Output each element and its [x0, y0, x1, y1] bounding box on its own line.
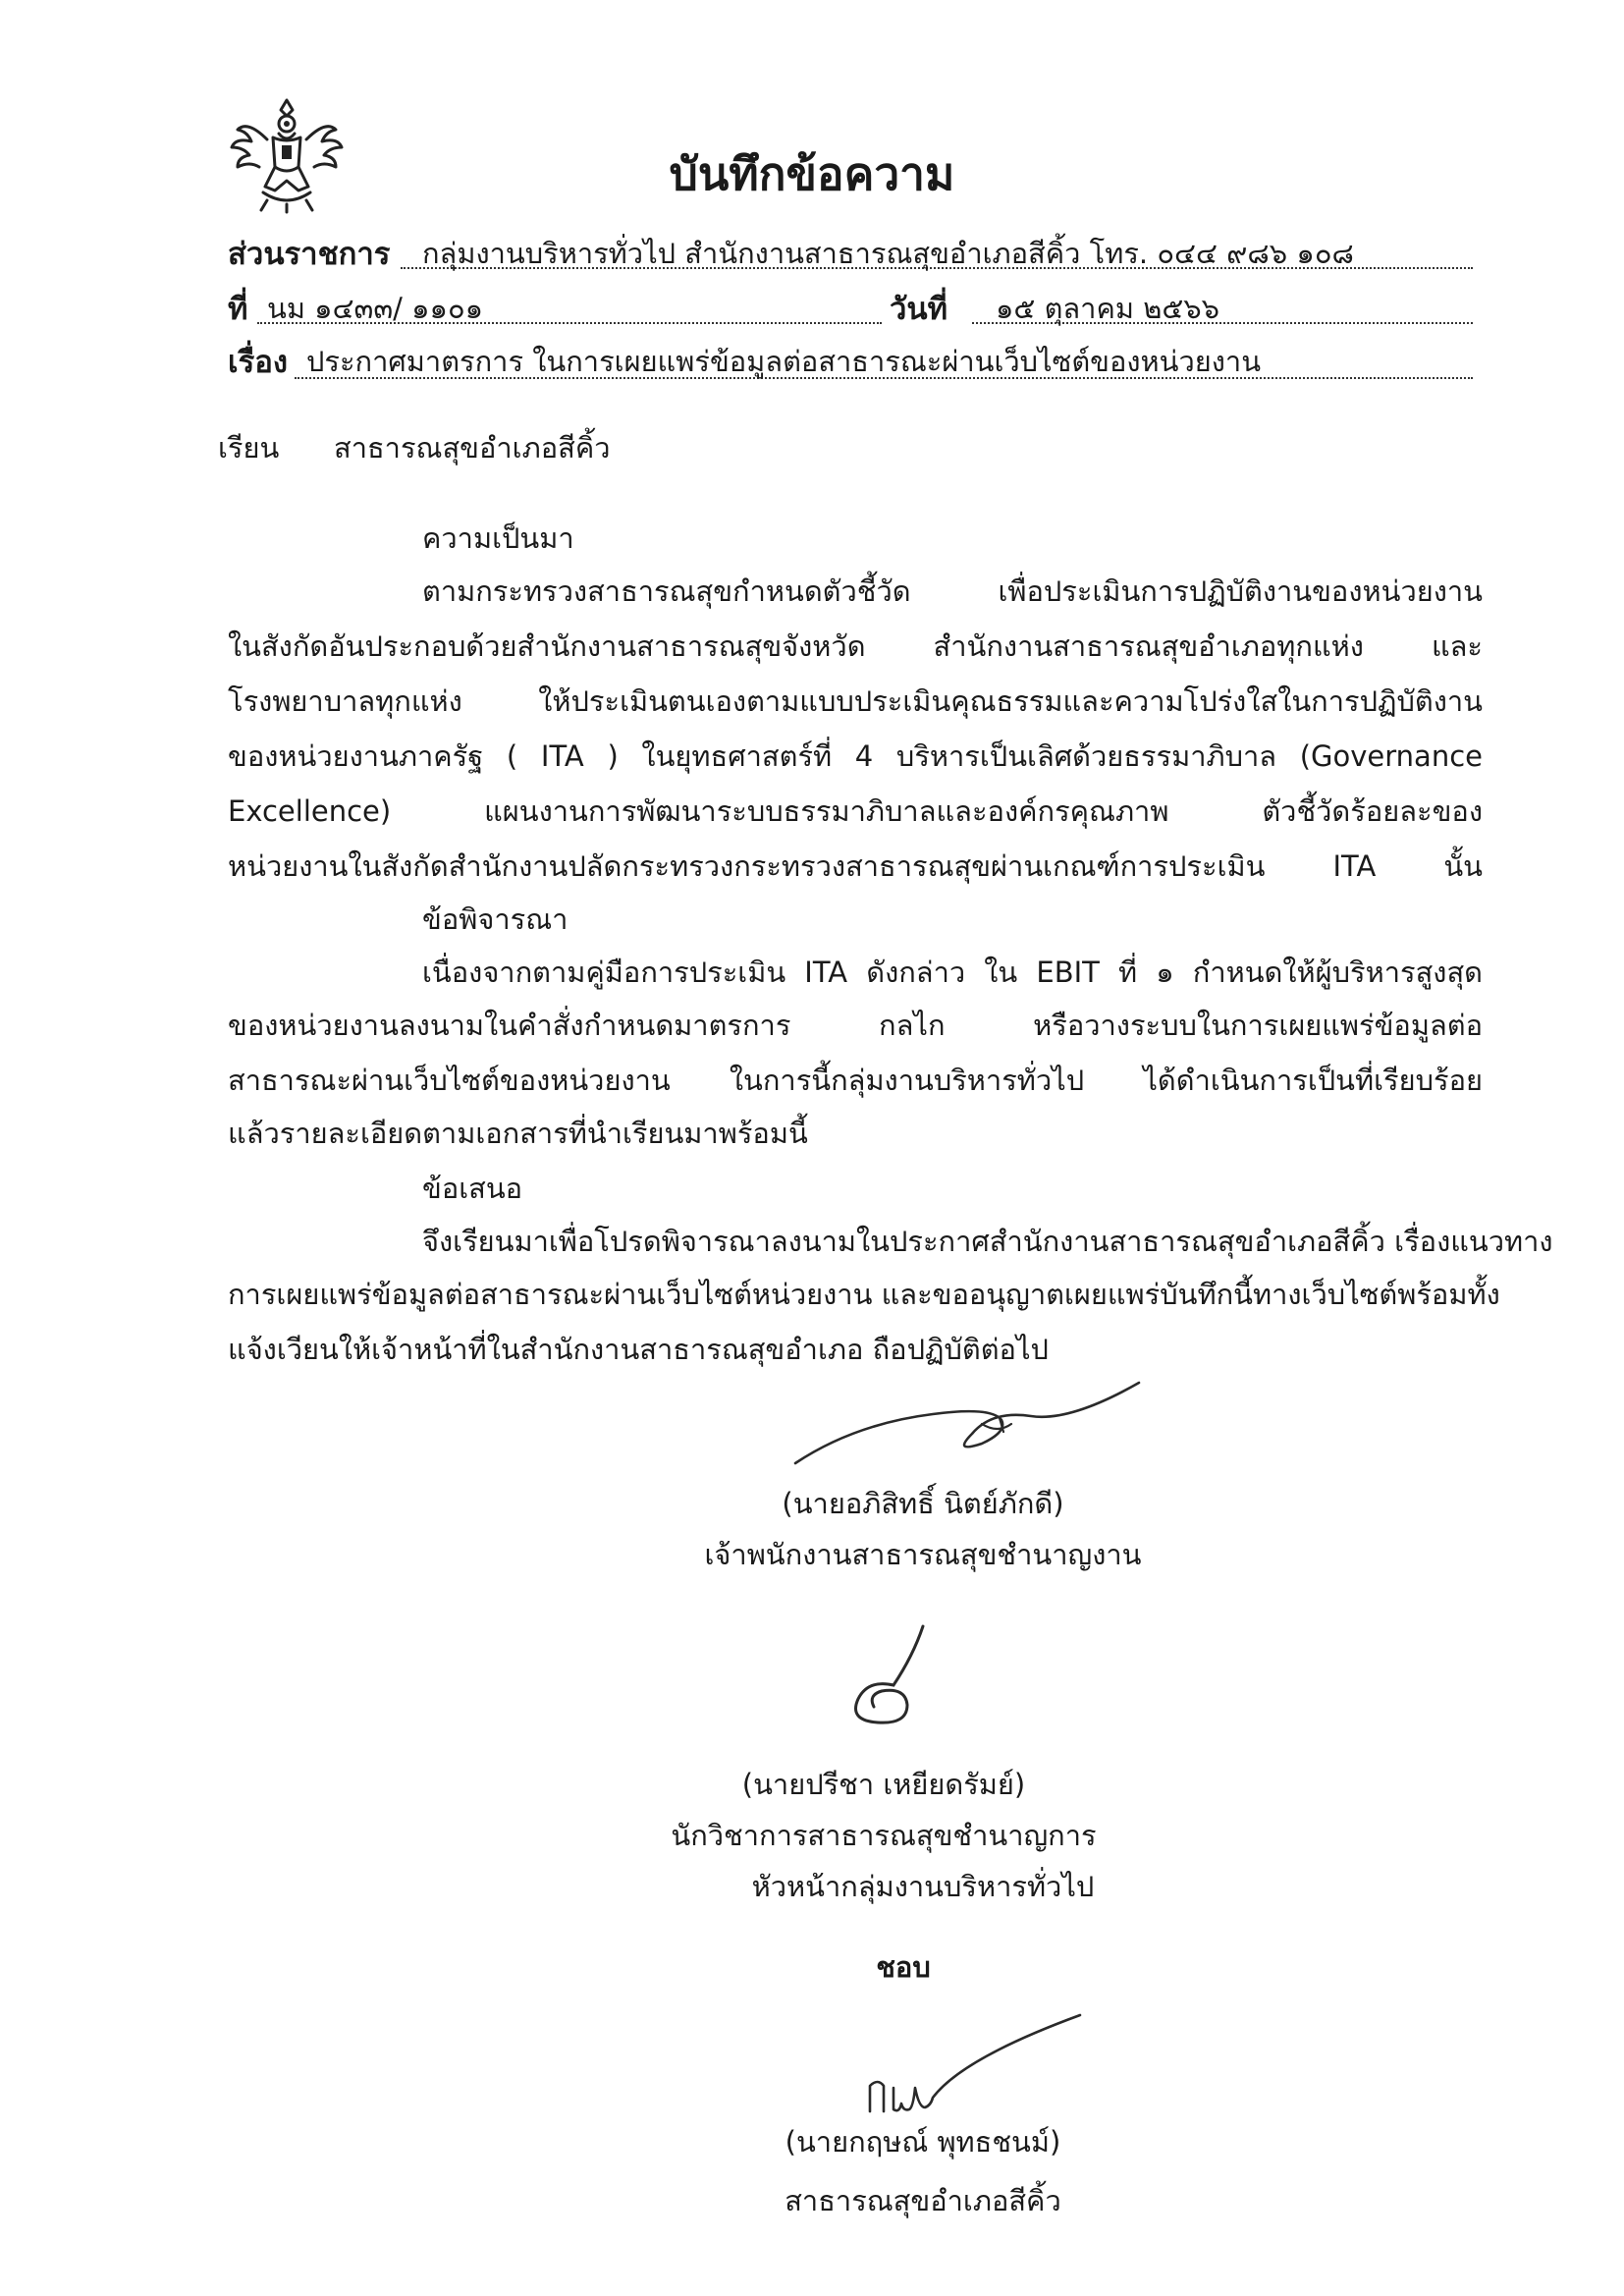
signature-3 — [864, 2003, 1110, 2121]
proposal-heading: ข้อเสนอ — [422, 1172, 523, 1205]
consideration-line: สาธารณะผ่านเว็บไซต์ของหน่วยงาน ในการนี้กลุ่มงานบริหารทั่วไป ได้ดำเนินการเป็นที่เรียบร้อย — [228, 1064, 1483, 1097]
salutation-label: เรียน — [218, 431, 280, 465]
proposal-line: แจ้งเวียนให้เจ้าหน้าที่ในสำนักงานสาธารณสุขอำเภอ ถือปฏิบัติต่อไป — [228, 1333, 1049, 1366]
subject-value: ประกาศมาตรการ ในการเผยแพร่ข้อมูลต่อสาธารณะผ่านเว็บไซต์ของหน่วยงาน — [306, 345, 1262, 378]
background-line: ในสังกัดอันประกอบด้วยสำนักงานสาธารณสุขจังหวัด สำนักงานสาธารณสุขอำเภอทุกแห่ง และ — [228, 629, 1483, 663]
subject-row — [228, 344, 288, 382]
consideration-line: แล้วรายละเอียดตามเอกสารที่นำเรียนมาพร้อมนี้ — [228, 1117, 808, 1150]
signer-3-position: สาธารณสุขอำเภอสีคิ้ว — [785, 2184, 1061, 2217]
background-line: หน่วยงานในสังกัดสำนักงานปลัดกระทรวงกระทรวงสาธารณสุขผ่านเกณฑ์การประเมิน ITA นั้น — [228, 849, 1483, 883]
signer-2-position: หัวหน้ากลุ่มงานบริหารทั่วไป — [751, 1870, 1095, 1903]
proposal-line: จึงเรียนมาเพื่อโปรดพิจารณาลงนามในประกาศสำนักงานสาธารณสุขอำเภอสีคิ้ว เรื่องแนวทาง — [422, 1225, 1553, 1258]
approval-text: ชอบ — [876, 1950, 931, 1984]
ref-value: นม ๑๔๓๓/ ๑๑๐๑ — [267, 292, 484, 325]
agency-label: ส่วนราชการ — [228, 237, 391, 272]
signer-1-position: เจ้าพนักงานสาธารณสุขชำนาญงาน — [704, 1538, 1142, 1571]
date-label: วันที่ — [890, 292, 948, 327]
consideration-line: ของหน่วยงานลงนามในคำสั่งกำหนดมาตรการ กลไก หรือวางระบบในการเผยแพร่ข้อมูลต่อ — [228, 1009, 1483, 1042]
agency-value: กลุ่มงานบริหารทั่วไป สำนักงานสาธารณสุขอำเภอสีคิ้ว โทร. ๐๔๔ ๙๘๖ ๑๐๘ — [422, 237, 1354, 270]
consideration-heading: ข้อพิจารณา — [422, 902, 568, 936]
signer-3-name: (นายกฤษณ์ พุทธชนม์) — [785, 2125, 1061, 2159]
ref-label: ที่ — [228, 292, 248, 327]
proposal-line: การเผยแพร่ข้อมูลต่อสาธารณะผ่านเว็บไซต์หน่วยงาน และขออนุญาตเผยแพร่บันทึกนี้ทางเว็บไซต์พร้อมทั้ง — [228, 1278, 1500, 1311]
signer-2-name: (นายปรีชา เหยียดรัมย์) — [741, 1768, 1026, 1801]
background-heading: ความเป็นมา — [422, 521, 574, 555]
signer-2-position: นักวิชาการสาธารณสุขชำนาญการ — [671, 1819, 1097, 1852]
subject-label: เรื่อง — [228, 345, 289, 380]
agency-row — [228, 236, 390, 274]
signer-1-name: (นายอภิสิทธิ์ นิตย์ภักดี) — [782, 1487, 1064, 1520]
background-line: Excellence) แผนงานการพัฒนาระบบธรรมาภิบาลและองค์กรคุณภาพ ตัวชี้วัดร้อยละของ — [228, 794, 1483, 828]
memo-title: บันทึกข้อความ — [669, 147, 955, 200]
ref-row — [228, 291, 247, 329]
signature-1 — [776, 1375, 1149, 1473]
background-line: โรงพยาบาลทุกแห่ง ให้ประเมินตนเองตามแบบประเมินคุณธรรมและความโปร่งใสในการปฏิบัติงาน — [228, 684, 1483, 718]
date-row — [890, 291, 947, 329]
background-line: ของหน่วยงานภาครัฐ ( ITA ) ในยุทธศาสตร์ที่ 4 บริหารเป็นเลิศด้วยธรรมาภิบาล (Governance — [228, 739, 1483, 773]
background-line: ตามกระทรวงสาธารณสุขกำหนดตัวชี้วัด เพื่อประเมินการปฏิบัติงานของหน่วยงาน — [422, 574, 1483, 608]
salutation-value: สาธารณสุขอำเภอสีคิ้ว — [334, 431, 611, 465]
consideration-line: เนื่องจากตามคู่มือการประเมิน ITA ดังกล่าว ใน EBIT ที่ ๑ กำหนดให้ผู้บริหารสูงสุด — [422, 956, 1483, 989]
date-value: ๑๕ ตุลาคม ๒๕๖๖ — [996, 292, 1220, 325]
signature-2 — [835, 1620, 943, 1738]
